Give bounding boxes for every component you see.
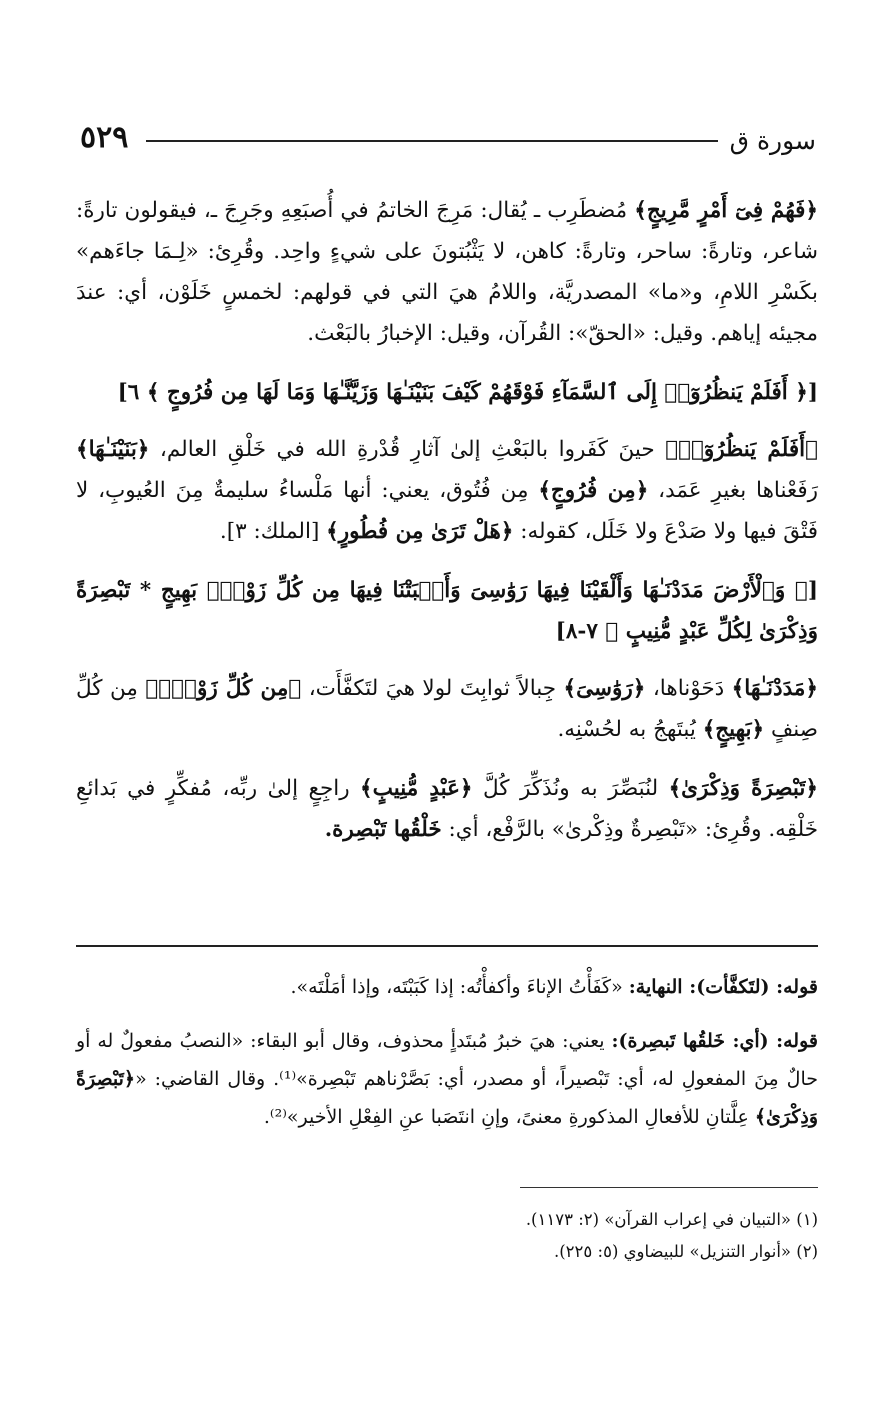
- tafsir-paragraph: [76, 768, 818, 850]
- main-text: [76, 190, 818, 868]
- bold-lemma: قوله: (لتَكفَّأت): النهاية:: [628, 976, 818, 998]
- quran-quote: ﴿هَلْ تَرَىٰ مِن فُطُورٍ﴾: [326, 519, 514, 544]
- quran-quote: ﴿فَهُمْ فِىٓ أَمْرٍ مَّرِيجٍ﴾: [634, 198, 818, 223]
- quran-quote: ﴿رَوَٰسِىَ﴾: [563, 676, 646, 701]
- body-text: مِن فُتُوق، يعني: أنها مَلْساءُ سليمةٌ مِنَ العُيوبِ، لا فَتْقَ فيها ولا صَدْعَ ولا خَلَل، كقوله:: [76, 478, 818, 544]
- body-text: رَفَعْناها بغيرِ عَمَد،: [648, 478, 818, 503]
- quran-quote: ﴿بَنَيْنَـٰهَا﴾: [76, 437, 150, 462]
- quran-quote: ﴿أَفَلَمْ يَنظُرُوٓا۟﴾: [665, 437, 818, 462]
- page-header: [80, 118, 816, 162]
- quran-quote: ﴿تَبْصِرَةً وَذِكْرَىٰ﴾: [668, 776, 818, 801]
- body-text: مِن كُلِّ صِنفٍ: [76, 676, 818, 742]
- page-number: ٥٢٩: [80, 120, 129, 155]
- footnote: (١) «التبيان في إعراب القرآن» (٢: ١١٧٣).: [525, 1210, 818, 1229]
- surah-title: سورة ق: [729, 126, 816, 155]
- bold-lemma: ﴿تَبْصِرَةً وَذِكْرَىٰ﴾: [76, 1068, 818, 1128]
- quran-quote: ﴿عَبْدٍ مُّنِيبٍ﴾: [360, 776, 473, 801]
- verse-paragraph: [76, 372, 818, 413]
- quran-quote: [﴿ وَٱلْأَرْضَ مَدَدْنَـٰهَا وَأَلْقَيْنَا فِيهَا رَوَٰسِىَ وَأَنۢبَتْنَا فِيهَا مِن كُلِّ زَوْجٍۭ بَهِيجٍ * تَبْصِرَةً وَذِكْرَىٰ لِكُلِّ عَبْدٍ مُّنِيبٍ ﴾ ٧-٨]: [76, 578, 818, 644]
- quran-quote: خَلْقُها تَبْصِرة.: [324, 817, 442, 842]
- tafsir-paragraph: [76, 190, 818, 354]
- body-text: راجِعٍ إلىٰ ربِّه، مُفكِّرٍ في بَدائعِ خَلْقِه. وقُرِئ: «تَبْصِرةٌ وذِكْرىٰ» بالرَّفْع، أي:: [76, 776, 818, 842]
- body-text: لنُبَصِّرَ به ونُذَكِّرَ كُلَّ: [472, 776, 669, 801]
- body-text: [الملك: ٣].: [219, 519, 327, 544]
- commentary-paragraph: [76, 968, 818, 1006]
- body-text: «كَفَأْتُ الإناءَ وأكفأْتُه: إذا كَبَبْتَه، وإذا أمَلْتَه».: [290, 976, 629, 998]
- body-text: دَحَوْناها،: [645, 676, 732, 701]
- quran-quote: [﴿ أَفَلَمْ يَنظُرُوٓا۟ إِلَى ٱلسَّمَآءِ فَوْقَهُمْ كَيْفَ بَنَيْنَـٰهَا وَزَيَّنَّـٰهَا وَمَا لَهَا مِن فُرُوجٍ ﴾ ٦]: [117, 380, 818, 405]
- quran-quote: ﴿بَهِيجٍ﴾: [702, 717, 765, 742]
- bold-lemma: قوله: (أي: خَلقُها تَبصِرة):: [611, 1030, 818, 1052]
- body-text: حينَ كَفَروا بالبَعْثِ إلىٰ آثارِ قُدْرةِ الله في خَلْقِ العالم،: [149, 437, 666, 462]
- quran-quote: ﴿مِن فُرُوجٍ﴾: [538, 478, 649, 503]
- tafsir-paragraph: [76, 668, 818, 750]
- header-rule: [146, 140, 718, 142]
- commentary-paragraph: [76, 1022, 818, 1136]
- body-text: مُضطَرِب ـ يُقال: مَرِجَ الخاتمُ في أُصبَعِهِ وجَرِجَ ـ، فيقولون تارةً: شاعر، وتارةً: ساحر، وتارةً: كاهن، لا يَثْبُتونَ على شيءٍ واحِد. وقُرِئ: «لِـمَا جاءَهم» بكَسْرِ اللامِ، و«ما» المصدريَّة، واللامُ هيَ التي في قولهم: لخمسٍ خَلَوْن، أي: عندَ مجيئه إياهم. وقيل: «الحقّ»: القُرآن، وقيل: الإخبارُ بالبَعْث.: [76, 198, 818, 346]
- tafsir-paragraph: [76, 429, 818, 552]
- body-text: جِبالاً ثوابِتَ لولا هيَ لتَكفَّأَت،: [301, 676, 564, 701]
- body-text: يعني: هيَ خبرُ مُبتَدأٍ محذوف، وقال أبو البقاء: «النصبُ مفعولٌ له أو حالٌ مِنَ المفعولِ له، أي: تَبْصيراً، أو مصدر، أي: بَصَّرْناهم تَبْصِرة»⁽¹⁾. وقال القاضي: «: [76, 1030, 818, 1090]
- footnote: (٢) «أنوار التنزيل» للبيضاوي (٥: ٢٢٥).: [553, 1242, 818, 1261]
- marginal-commentary: [76, 968, 818, 1152]
- verse-paragraph: [76, 570, 818, 652]
- footnotes: [76, 1206, 818, 1270]
- body-text: عِلَّتانِ للأفعالِ المذكورةِ معنىً، وإنِ انتَصَبا عنِ الفِعْلِ الأخير»⁽²⁾.: [263, 1106, 755, 1128]
- quran-quote: ﴿مَدَدْنَـٰهَا﴾: [731, 676, 818, 701]
- section-divider: [76, 945, 818, 947]
- quran-quote: ﴿مِن كُلِّ زَوْجٍۭ﴾: [145, 676, 302, 701]
- footnote-rule: [520, 1187, 818, 1188]
- body-text: يُبتَهجُ به لحُسْنِه.: [557, 717, 703, 742]
